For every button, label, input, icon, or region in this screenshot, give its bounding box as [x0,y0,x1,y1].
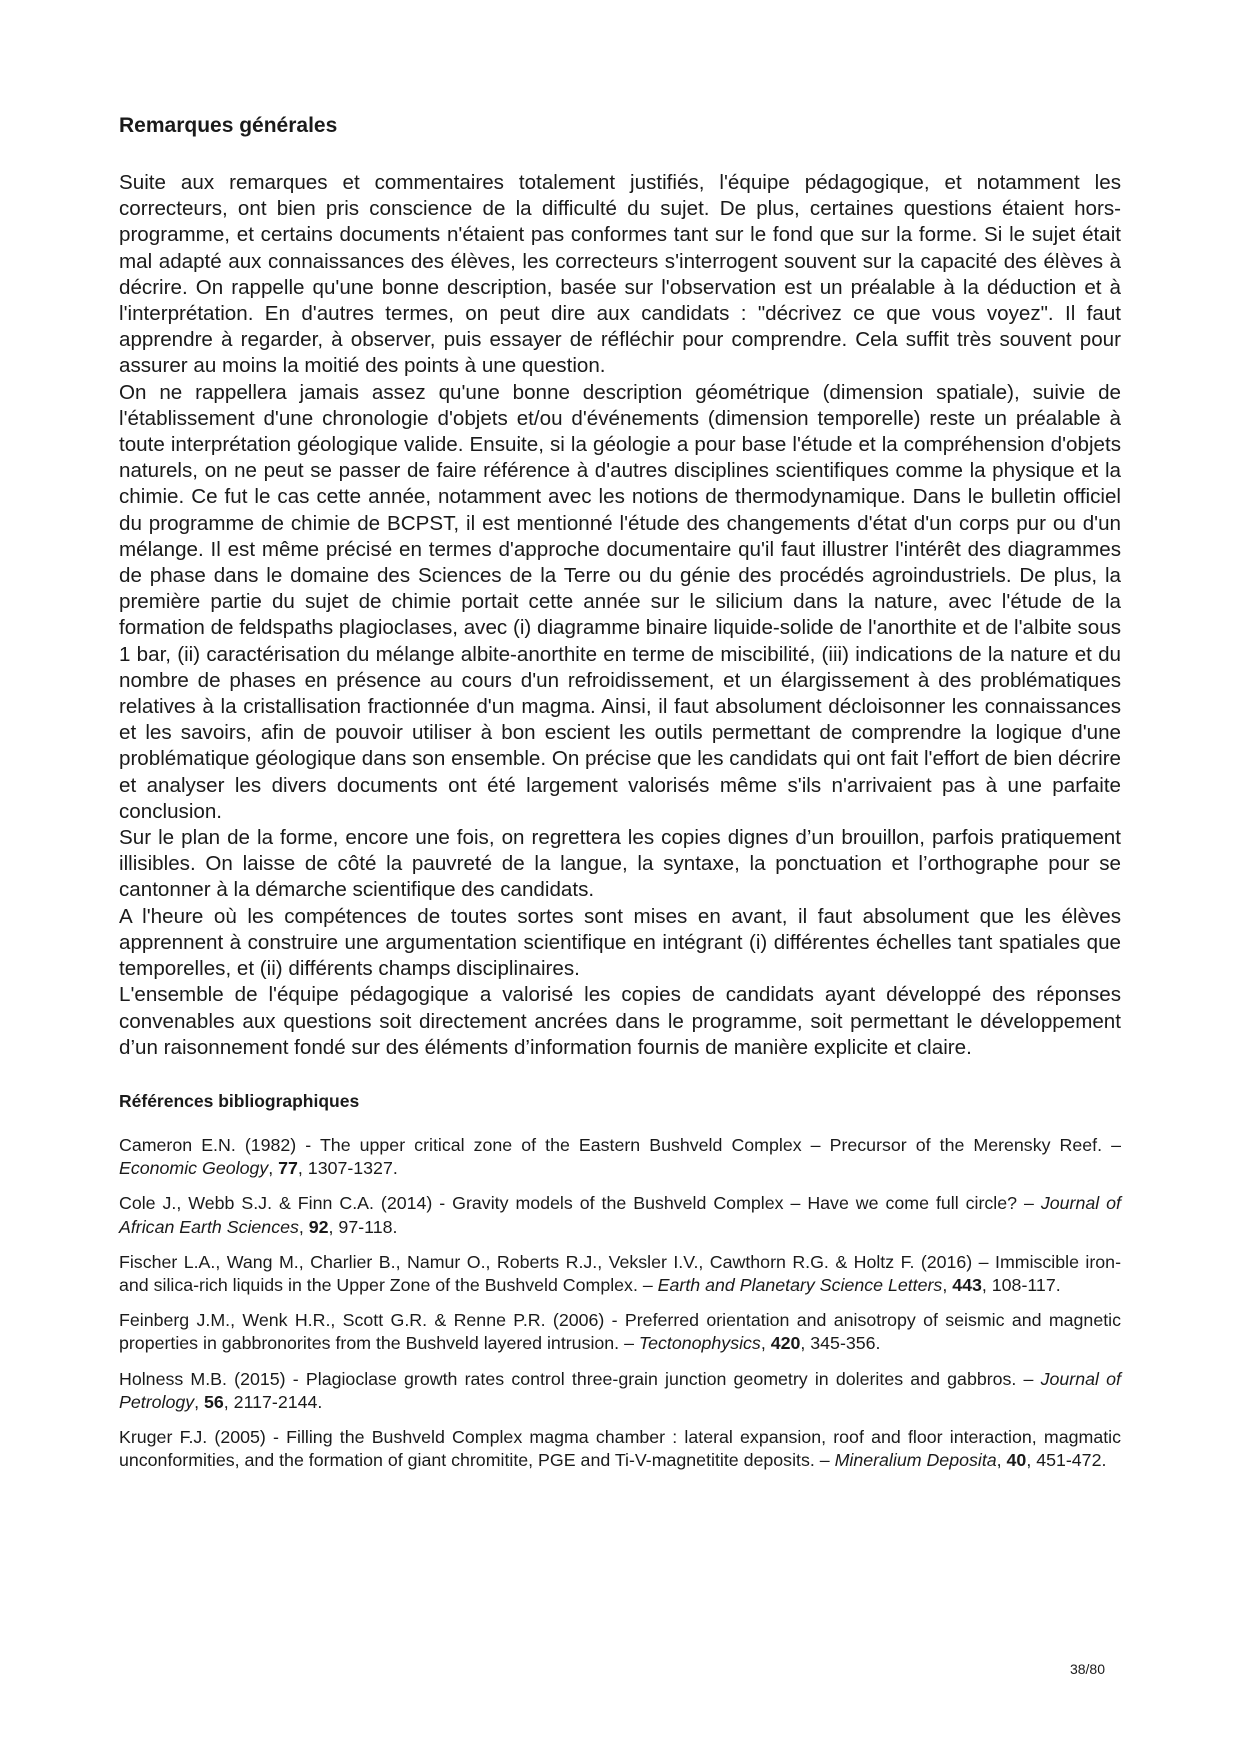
reference-item [119,1192,1121,1238]
reference-text: Kruger F.J. (2005) - Filling the Bushveld Complex magma chamber : lateral expansion, roof and floor interaction, magmatic unconformities, and the formation of giant chromitite, PGE and Ti-V-magnetitite deposits. – [119,1426,1121,1471]
paragraph: Sur le plan de la forme, encore une fois, on regrettera les copies dignes d’un brouillon, parfois pratiquement illisibles. On laisse de côté la pauvreté de la langue, la syntaxe, la ponctuation et l’orthographe pour se cantonner à la démarche scientifique des candidats. [119,826,1121,902]
reference-item [119,1309,1121,1355]
reference-text: Cameron E.N. (1982) - The upper critical zone of the Eastern Bushveld Complex – Precursor of the Merensky Reef. – [119,1134,1121,1155]
page-number: 38/80 [1069,1661,1105,1677]
reference-item [119,1368,1121,1414]
reference-pages: , 108-117. [981,1274,1061,1295]
references-list [119,1134,1121,1472]
reference-item [119,1426,1121,1472]
reference-item [119,1134,1121,1180]
references-title: Références bibliographiques [119,1090,360,1111]
reference-item [119,1251,1121,1297]
reference-text: Fischer L.A., Wang M., Charlier B., Namur O., Roberts R.J., Veksler I.V., Cawthorn R.G. & Holtz F. (2016) – Immiscible iron- and silica-rich liquids in the Upper Zone of the Bushveld Complex. – [119,1251,1121,1295]
reference-journal: Tectonophysics [638,1333,761,1354]
reference-pages: , 97-118. [328,1216,398,1237]
reference-journal: Journal of Petrology [119,1368,1121,1412]
reference-journal: Earth and Planetary Science Letters [657,1274,943,1295]
paragraph: L'ensemble de l'équipe pédagogique a valorisé les copies de candidats ayant développé des réponses convenables aux questions soit directement ancrées dans le programme, soit permettant le développement d’un raisonnement fondé sur des éléments d’information fournis de manière explicite et claire. [119,983,1121,1059]
reference-text: Cole J., Webb S.J. & Finn C.A. (2014) - Gravity models of the Bushveld Complex – Have we come full circle? – [119,1193,1041,1214]
reference-pages: , 2117-2144. [223,1391,323,1412]
reference-separator: , [194,1391,205,1412]
paragraph: On ne rappellera jamais assez qu'une bonne description géométrique (dimension spatiale), suivie de l'établissement d'une chronologie d'objets et/ou d'événements (dimension temporelle) reste un préalable à toute interprétation géologique valide. Ensuite, si la géologie a pour base l'étude et la compréhension d'objets naturels, on ne peut se passer de faire référence à d'autres disciplines scientifiques comme la physique et la chimie. Ce fut le cas cette année, notamment avec les notions de thermodynamique. Dans le bulletin officiel du programme de chimie de BCPST, il est mentionné l'étude des changements d'état d'un corps pur ou d'un mélange. Il est même précisé en termes d'approche documentaire qu'il faut illustrer l'intérêt des diagrammes de phase dans le domaine des Sciences de la Terre ou du génie des procédés agroindustriels. De plus, la première partie du sujet de chimie portait cette année sur le silicium dans la nature, avec l'étude de la formation de feldspaths plagioclases, avec (i) diagramme binaire liquide-solide de l'anorthite et de l'albite sous 1 bar, (ii) caractérisation du mélange albite-anorthite en terme de miscibilité, (iii) indications de la nature et du nombre de phases en présence au cours d'un refroidissement, et un élargissement à des problématiques relatives à la cristallisation fractionnée d'un magma. Ainsi, il faut absolument décloisonner les connaissances et les savoirs, afin de pouvoir utiliser à bon escient les outils permettant de comprendre la logique d'une problématique géologique dans son ensemble. On précise que les candidats qui ont fait l'effort de bien décrire et analyser les divers documents ont été largement valorisés même s'ils n'arrivaient pas à une parfaite conclusion. [119,380,1121,823]
reference-pages: , 451-472. [1026,1450,1107,1471]
reference-volume: 40 [1006,1450,1027,1471]
reference-separator: , [298,1216,309,1237]
body-text [119,170,1121,1061]
reference-separator: , [268,1158,279,1179]
reference-separator: , [760,1333,771,1354]
reference-text: Feinberg J.M., Wenk H.R., Scott G.R. & Renne P.R. (2006) - Preferred orientation and anisotropy of seismic and magnetic properties in gabbronorites from the Bushveld layered intrusion. – [119,1310,1121,1354]
paragraph: Suite aux remarques et commentaires totalement justifiés, l'équipe pédagogique, et notamment les correcteurs, ont bien pris conscience de la difficulté du sujet. De plus, certaines questions étaient hors-programme, et certains documents n'étaient pas conformes tant sur le fond que sur la forme. Si le sujet était mal adapté aux connaissances des élèves, les correcteurs s'interrogent souvent sur la capacité des élèves à décrire. On rappelle qu'une bonne description, basée sur l'observation est un préalable à la déduction et à l'interprétation. En d'autres termes, on peut dire aux candidats : "décrivez ce que vous voyez". Il faut apprendre à regarder, à observer, puis essayer de réfléchir pour comprendre. Cela suffit très souvent pour assurer au moins la moitié des points à une question. [119,171,1121,378]
reference-volume: 92 [308,1216,329,1237]
reference-volume: 443 [952,1274,982,1295]
reference-volume: 77 [278,1158,298,1179]
reference-volume: 420 [770,1333,801,1354]
reference-volume: 56 [204,1391,224,1412]
reference-pages: , 345-356. [800,1333,881,1354]
reference-separator: , [996,1450,1007,1471]
reference-separator: , [942,1274,953,1295]
document-page [119,112,1121,1484]
reference-pages: , 1307-1327. [297,1158,398,1179]
reference-text: Holness M.B. (2015) - Plagioclase growth rates control three-grain junction geometry in dolerites and gabbros. – [119,1368,1041,1389]
section-title: Remarques générales [119,114,338,137]
reference-journal: Economic Geology [119,1158,269,1179]
paragraph: A l'heure où les compétences de toutes sortes sont mises en avant, il faut absolument que les élèves apprennent à construire une argumentation scientifique en intégrant (i) différentes échelles tant spatiales que temporelles, et (ii) différents champs disciplinaires. [119,904,1121,981]
reference-journal: Journal of African Earth Sciences [119,1193,1121,1237]
reference-journal: Mineralium Deposita [834,1450,997,1471]
